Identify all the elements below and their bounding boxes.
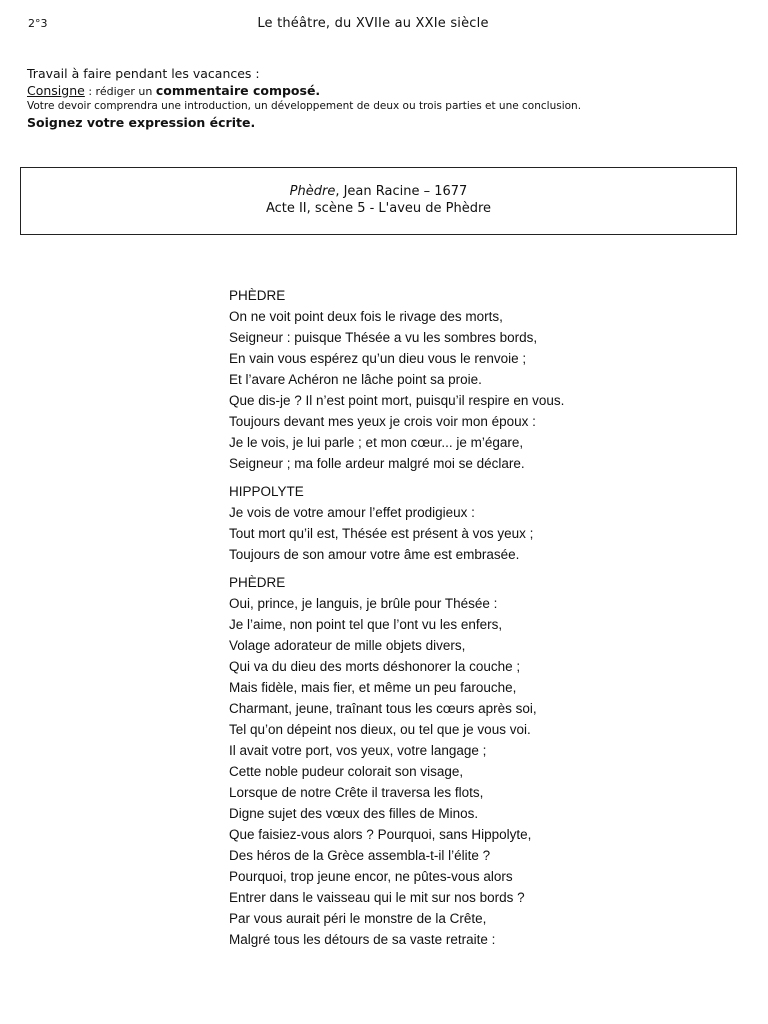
speaker-name: PHÈDRE	[229, 288, 286, 303]
verse-line: Pourquoi, trop jeune encor, ne pûtes-vous alors	[229, 869, 513, 884]
verse-line: Je l’aime, non point tel que l’ont vu les enfers,	[229, 617, 503, 632]
verse-line: Mais fidèle, mais fier, et même un peu farouche,	[229, 680, 517, 695]
instructions-note: Soignez votre expression écrite.	[27, 115, 256, 130]
verse-line: Cette noble pudeur colorait son visage,	[229, 764, 464, 779]
verse-line: Des héros de la Grèce assembla-t-il l’élite ?	[229, 848, 491, 863]
verse-line: Je vois de votre amour l’effet prodigieux :	[229, 505, 475, 520]
verse-line: Seigneur : puisque Thésée a vu les sombres bords,	[229, 330, 538, 345]
speech-block	[229, 573, 564, 950]
verse-line: En vain vous espérez qu’un dieu vous le renvoie ;	[229, 351, 527, 366]
verse-line: Toujours devant mes yeux je crois voir mon époux :	[229, 414, 536, 429]
consigne-separator: :	[84, 85, 96, 98]
speaker-name: PHÈDRE	[229, 575, 286, 590]
consigne-text: rédiger un	[95, 85, 156, 98]
verse-line: Et l’avare Achéron ne lâche point sa proie.	[229, 372, 482, 387]
verse-line: Entrer dans le vaisseau qui le mit sur nos bords ?	[229, 890, 525, 905]
scene-reference: Acte II, scène 5 - L'aveu de Phèdre	[265, 201, 492, 216]
verse-line: Oui, prince, je languis, je brûle pour Thésée :	[229, 596, 498, 611]
verse-line: Tel qu’on dépeint nos dieux, ou tel que je vous voi.	[229, 722, 531, 737]
instructions-structure: Votre devoir comprendra une introduction, un développement de deux ou trois parties et une conclusion.	[27, 100, 582, 112]
verse-line: Charmant, jeune, traînant tous les cœurs après soi,	[229, 701, 537, 716]
document-title: Le théâtre, du XVIIe au XXIe siècle	[257, 16, 489, 31]
speech-block	[229, 482, 564, 565]
instructions-heading: Travail à faire pendant les vacances :	[27, 66, 260, 81]
verse-line: Que faisiez-vous alors ? Pourquoi, sans Hippolyte,	[229, 827, 532, 842]
verse-line: Qui va du dieu des morts déshonorer la couche ;	[229, 659, 521, 674]
source-box	[20, 167, 737, 235]
verse-line: Il avait votre port, vos yeux, votre langage ;	[229, 743, 487, 758]
consigne-task: commentaire composé.	[155, 83, 321, 98]
verse-line: Que dis-je ? Il n’est point mort, puisqu’il respire en vous.	[229, 393, 565, 408]
work-title: Phèdre	[289, 184, 336, 199]
verse-line: Je le vois, je lui parle ; et mon cœur... je m’égare,	[229, 435, 524, 450]
instructions	[27, 66, 747, 130]
play-passage	[229, 286, 564, 958]
consigne-line	[27, 83, 747, 98]
verse-line: Lorsque de notre Crête il traversa les flots,	[229, 785, 484, 800]
source-title-line	[21, 184, 736, 199]
verse-line: Toujours de son amour votre âme est embrasée.	[229, 547, 520, 562]
consigne-label: Consigne	[27, 83, 85, 98]
author-date: , Jean Racine – 1677	[335, 184, 468, 199]
verse-line: Tout mort qu’il est, Thésée est présent à vos yeux ;	[229, 526, 534, 541]
speaker-name: HIPPOLYTE	[229, 484, 304, 499]
verse-line: Digne sujet des vœux des filles de Minos.	[229, 806, 479, 821]
verse-line: Seigneur ; ma folle ardeur malgré moi se déclare.	[229, 456, 525, 471]
verse-line: Volage adorateur de mille objets divers,	[229, 638, 466, 653]
verse-line: On ne voit point deux fois le rivage des morts,	[229, 309, 503, 324]
class-label: 2°3	[28, 17, 48, 30]
verse-line: Par vous aurait péri le monstre de la Crête,	[229, 911, 487, 926]
speech-block	[229, 286, 564, 474]
verse-line: Malgré tous les détours de sa vaste retraite :	[229, 932, 496, 947]
